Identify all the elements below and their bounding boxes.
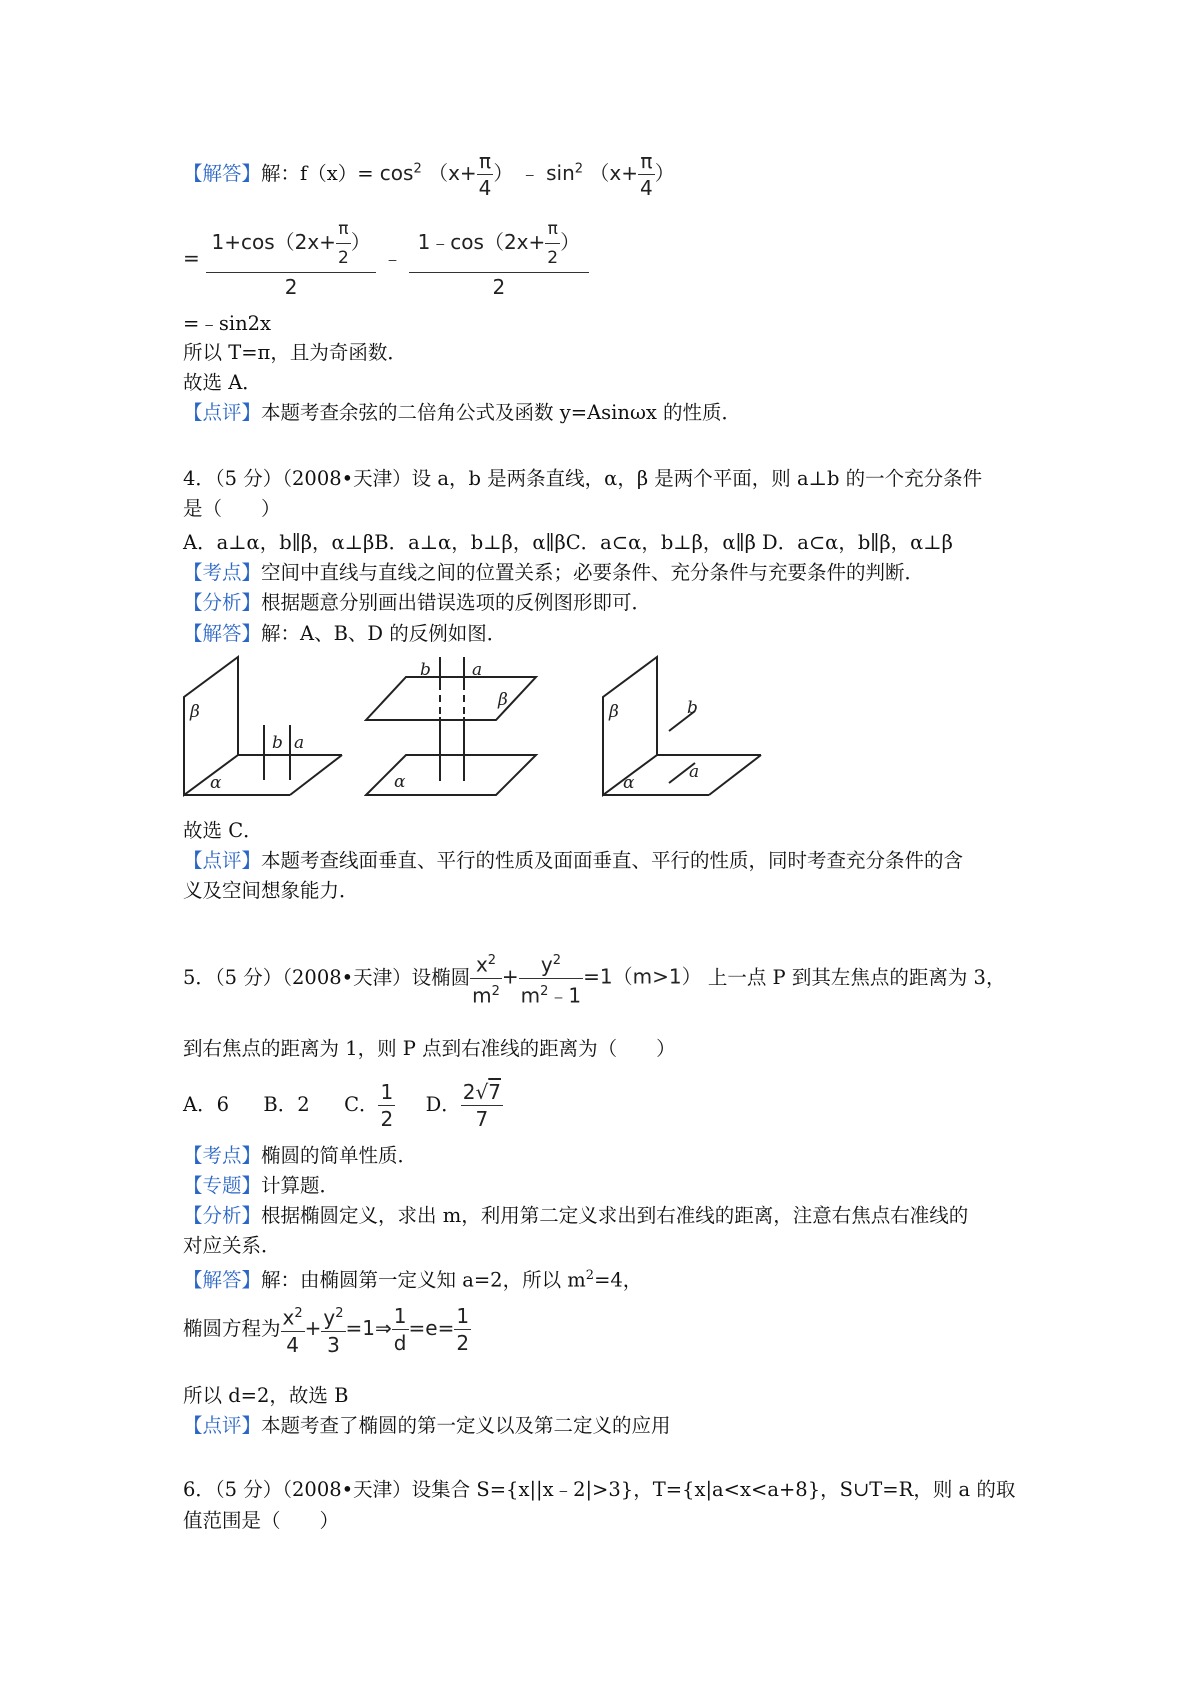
q5-stem-line2: 到右焦点的距离为 1，则 P 点到右准线的距离为（ ） bbox=[183, 1037, 676, 1060]
fenxi-text: 根据题意分别画出错误选项的反例图形即可． bbox=[261, 591, 652, 614]
q4-kaodian-line bbox=[183, 560, 924, 586]
dianping-tag: 【点评】 bbox=[183, 849, 262, 872]
ellipse-equation: $\frac{x^2}{m^2}$ + $\frac{y^2}{m^2﹣1}$ =1（m>1） bbox=[470, 948, 701, 1008]
sin-exponent: 2 bbox=[574, 161, 584, 177]
cos-term: cos bbox=[379, 161, 414, 185]
q5-options bbox=[183, 1075, 503, 1135]
label-b: b bbox=[687, 698, 698, 718]
stem-prefix: 5．（5 分）（2008•天津）设椭圆 bbox=[183, 966, 471, 989]
x2-over-m2: $\frac{x^2}{m^2}$ bbox=[470, 948, 502, 1008]
dianping-text: 本题考查了椭圆的第一定义以及第二定义的应用 bbox=[261, 1414, 671, 1437]
pi-over-4: $\frac{\pi}{4}$ bbox=[478, 149, 492, 200]
label-beta: β bbox=[498, 690, 508, 710]
dianping-line bbox=[183, 400, 741, 426]
option-d-fraction: $\frac{2√7}{7}$ bbox=[462, 1080, 501, 1131]
q4-options: A．a⊥α，b∥β，α⊥βB．a⊥α，b⊥β，α∥βC．a⊂α，b⊥β，α∥β D．a⊂α，b∥β，α⊥β bbox=[183, 531, 953, 554]
q4-dianping-line1 bbox=[183, 848, 963, 874]
q5-zhuanti-line bbox=[183, 1173, 339, 1199]
choice-line: 故选 A． bbox=[183, 371, 262, 394]
paren-close: ） bbox=[493, 161, 514, 185]
label-a: a bbox=[472, 660, 483, 680]
y2-over-m2-1: $\frac{y^2}{m^2﹣1}$ bbox=[519, 948, 584, 1008]
label-alpha: α bbox=[394, 772, 406, 792]
q6-stem-line2: 值范围是（ ） bbox=[183, 1509, 340, 1532]
figure-a-perpendicular-planes bbox=[180, 655, 345, 800]
fraction-1-denominator: 2 bbox=[284, 275, 298, 299]
jieda-text: 解：由椭圆第一定义知 a=2，所以 m bbox=[261, 1268, 586, 1292]
q5-fenxi-line2: 对应关系． bbox=[183, 1234, 281, 1257]
figure-d-perpendicular-planes bbox=[599, 655, 764, 800]
fraction-2-denominator: 2 bbox=[492, 275, 506, 299]
fraction-1 bbox=[206, 215, 376, 301]
equals-sign: = bbox=[183, 246, 200, 270]
kaodian-text: 空间中直线与直线之间的位置关系；必要条件、充分条件与充要条件的判断． bbox=[261, 561, 925, 584]
cos-exponent: 2 bbox=[413, 161, 422, 177]
q5-dianping-line bbox=[183, 1413, 671, 1439]
q5-result-line: 所以 d=2，故选 B bbox=[183, 1384, 349, 1407]
q5-fenxi-line1 bbox=[183, 1203, 968, 1229]
fraction-2 bbox=[409, 215, 589, 301]
option-d: D． bbox=[425, 1093, 461, 1116]
kaodian-tag: 【考点】 bbox=[183, 1144, 262, 1167]
q4-fenxi-line bbox=[183, 590, 651, 616]
dianping-text: 本题考查余弦的二倍角公式及函数 y=Asinωx 的性质． bbox=[261, 401, 742, 424]
sin-term: sin bbox=[546, 161, 575, 185]
kaodian-tag: 【考点】 bbox=[183, 561, 262, 584]
jieda-tag: 【解答】 bbox=[183, 162, 262, 185]
q3-solution-line bbox=[183, 148, 675, 201]
label-alpha: α bbox=[623, 773, 635, 793]
q5-ellipse-equation-line bbox=[183, 1298, 471, 1360]
option-c: C． bbox=[344, 1093, 379, 1116]
label-beta: β bbox=[609, 702, 619, 722]
paren-open: （x+ bbox=[428, 161, 477, 185]
label-b: b bbox=[272, 733, 283, 753]
fenxi-tag: 【分析】 bbox=[183, 1204, 262, 1227]
double-angle-expansion bbox=[183, 215, 589, 301]
stem-suffix: 上一点 P 到其左焦点的距离为 3， bbox=[707, 966, 1006, 989]
result-line: =﹣sin2x bbox=[183, 312, 272, 335]
jieda-text: 解：A、B、D 的反例如图． bbox=[261, 622, 507, 645]
zhuanti-tag: 【专题】 bbox=[183, 1174, 262, 1197]
label-beta: β bbox=[190, 702, 200, 722]
jieda-text: 解：f（x）= bbox=[261, 162, 374, 185]
q4-dianping-line2: 义及空间想象能力． bbox=[183, 879, 359, 902]
zhuanti-text: 计算题． bbox=[261, 1174, 340, 1197]
fx-formula bbox=[380, 148, 675, 201]
paren-open-2: （x+ bbox=[589, 161, 639, 185]
fenxi-text: 根据椭圆定义，求出 m，利用第二定义求出到右准线的距离，注意右焦点右准线的 bbox=[261, 1204, 969, 1227]
minus-sign: ﹣ bbox=[519, 161, 540, 185]
q4-jieda-line bbox=[183, 621, 506, 647]
q4-stem-line1: 4．（5 分）（2008•天津）设 a，b 是两条直线，α，β 是两个平面，则 a⊥b 的一个充分条件 bbox=[183, 467, 983, 490]
jieda-tag: 【解答】 bbox=[183, 1268, 262, 1292]
label-a: a bbox=[689, 762, 700, 782]
q6-stem-line1: 6．（5 分）（2008•天津）设集合 S={x||x﹣2|>3}，T={x|a<x<a+8}，S∪T=R，则 a 的取 bbox=[183, 1478, 1016, 1501]
q4-choice: 故选 C． bbox=[183, 819, 263, 842]
option-c-fraction: $\frac{1}{2}$ bbox=[380, 1080, 394, 1131]
upper-plane bbox=[366, 677, 536, 720]
option-a: A．6 bbox=[183, 1093, 229, 1116]
eq-prefix: 椭圆方程为 bbox=[183, 1317, 281, 1340]
lower-plane bbox=[366, 755, 536, 795]
figure-b-parallel-planes bbox=[364, 655, 544, 805]
minus-between-fractions: ﹣ bbox=[382, 246, 403, 270]
dianping-tag: 【点评】 bbox=[183, 1414, 262, 1437]
period-line: 所以 T=π，且为奇函数． bbox=[183, 341, 407, 364]
label-b: b bbox=[420, 660, 431, 680]
pi-over-4-b: $\frac{\pi}{4}$ bbox=[640, 149, 653, 200]
kaodian-text: 椭圆的简单性质． bbox=[261, 1144, 418, 1167]
fraction-2-numerator: 1﹣cos（2x+ $\frac{\pi}{2}$ ） bbox=[409, 215, 589, 273]
option-b: B．2 bbox=[263, 1093, 310, 1116]
q5-stem-line1 bbox=[183, 948, 1005, 1010]
q5-kaodian-line bbox=[183, 1143, 417, 1169]
jieda-tag: 【解答】 bbox=[183, 622, 262, 645]
fenxi-tag: 【分析】 bbox=[183, 591, 262, 614]
label-alpha: α bbox=[210, 773, 222, 793]
label-a: a bbox=[294, 733, 305, 753]
dianping-tag: 【点评】 bbox=[183, 401, 262, 424]
dianping-text: 本题考查线面垂直、平行的性质及面面垂直、平行的性质，同时考查充分条件的含 bbox=[261, 849, 964, 872]
paren-close-2: ） bbox=[654, 161, 675, 185]
q5-jieda-line: 【解答】解：由椭圆第一定义知 a=2，所以 $m^2=4$， bbox=[183, 1268, 643, 1292]
fraction-1-numerator: 1+cos（2x+ $\frac{\pi}{2}$ ） bbox=[206, 215, 376, 273]
ellipse-solution-formula: $\frac{x^2}{4}$ + $\frac{y^2}{3}$ =1⇒ $\frac{1}{d}$ =e= $\frac{1}{2}$ bbox=[281, 1301, 472, 1358]
q4-stem-line2: 是（ ） bbox=[183, 497, 281, 520]
